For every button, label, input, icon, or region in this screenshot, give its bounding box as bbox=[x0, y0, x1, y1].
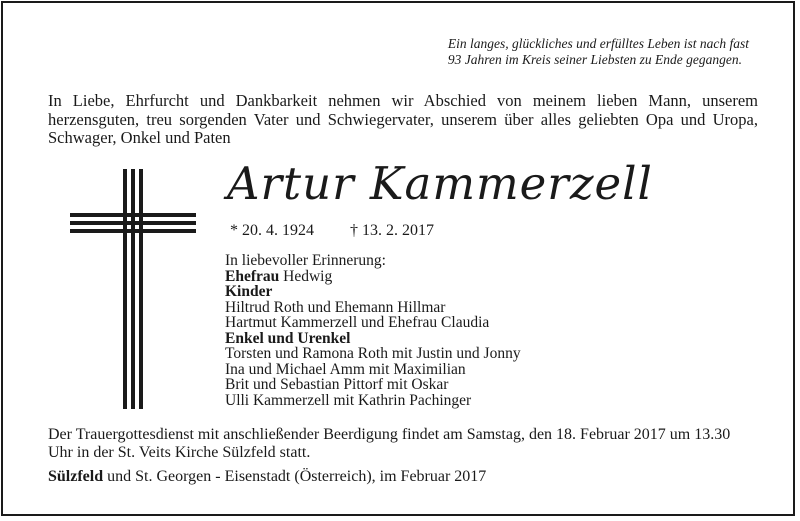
child-entry: Hiltrud Roth und Ehemann Hillmar bbox=[225, 298, 446, 316]
birth-date: * 20. 4. 1924 bbox=[230, 222, 314, 239]
grandchild-entry: Brit und Sebastian Pittorf mit Oskar bbox=[225, 376, 449, 393]
place-date-line bbox=[48, 468, 486, 486]
cross-icon bbox=[70, 169, 196, 409]
grandchild-entry: Ulli Kammerzell mit Kathrin Pachinger bbox=[225, 391, 472, 409]
life-dates bbox=[230, 221, 434, 240]
grandchild-entry: Torsten und Ramona Roth mit Justin und Jonny bbox=[225, 345, 521, 362]
grandchildren-heading: Enkel und Urenkel bbox=[225, 329, 351, 347]
motto-line-2: 93 Jahren im Kreis seiner Liebsten zu Ende gegangen. bbox=[447, 52, 742, 67]
children-heading: Kinder bbox=[225, 283, 273, 300]
place-town: Sülzfeld bbox=[48, 468, 104, 485]
obituary-card bbox=[1, 1, 795, 516]
motto-line-1: Ein langes, glückliches und erfülltes Leben ist nach fast bbox=[447, 36, 749, 51]
family-list bbox=[225, 253, 521, 408]
spouse-name: Hedwig bbox=[283, 267, 333, 285]
grandchild-entry: Ina und Michael Amm mit Maximilian bbox=[225, 360, 466, 378]
intro-text: In Liebe, Ehrfurcht und Dankbarkeit nehmen wir Abschied von meinem lieben Mann, unserem herzensguten, treu sorgenden Vater und Schwiegervater, unserem über alles geliebten Opa und Uropa, Schwager, Onkel und Paten bbox=[48, 91, 758, 147]
spouse-label: Ehefrau bbox=[225, 267, 280, 285]
child-entry: Hartmut Kammerzell und Ehefrau Claudia bbox=[225, 314, 490, 331]
motto bbox=[448, 36, 749, 68]
service-notice: Der Trauergottesdienst mit anschließender Beerdigung findet am Samstag, den 18. Februar 2017 um 13.30 Uhr in der St. Veits Kirche Sülzfeld statt. bbox=[48, 426, 731, 461]
deceased-name: Artur Kammerzell bbox=[227, 157, 653, 210]
spouse-line bbox=[225, 269, 521, 285]
family-heading: In liebevoller Erinnerung: bbox=[225, 252, 386, 269]
place-rest: und St. Georgen - Eisenstadt (Österreich), im Februar 2017 bbox=[107, 468, 487, 485]
death-date: † 13. 2. 2017 bbox=[350, 222, 434, 239]
